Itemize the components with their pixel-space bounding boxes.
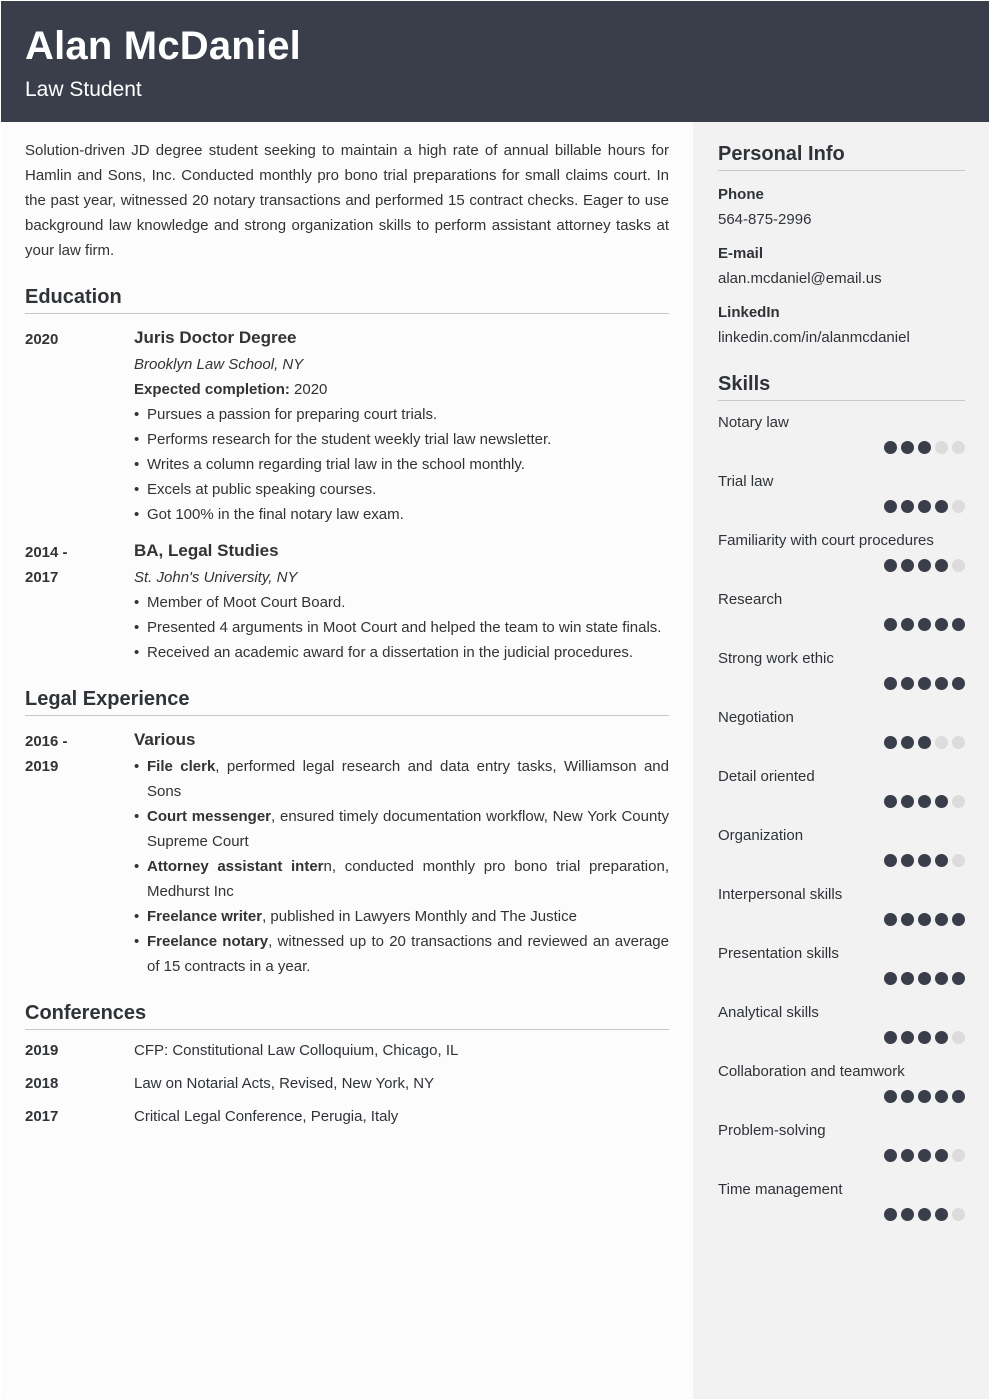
conference-text: CFP: Constitutional Law Colloquium, Chicago, IL <box>134 1042 459 1059</box>
entry-date: 2014 - 2017 <box>25 544 68 586</box>
list-item: • Pursues a passion for preparing court trials. <box>134 402 669 427</box>
rating-dot-filled <box>918 559 931 572</box>
rating-dot-filled <box>918 854 931 867</box>
skill-name: Organization <box>718 827 804 844</box>
rating-dot-filled <box>884 559 897 572</box>
rating-dot-empty <box>935 441 948 454</box>
skill-item <box>718 578 965 637</box>
conference-year: 2019 <box>25 1042 59 1059</box>
list-item: • Presented 4 arguments in Moot Court and helped the team to win state finals. <box>134 615 669 640</box>
skill-name: Research <box>718 591 783 608</box>
skill-item <box>718 1050 965 1109</box>
rating-dot-filled <box>884 1031 897 1044</box>
experience-heading: Various <box>134 730 196 749</box>
education-bullets <box>134 402 669 527</box>
rating-dot-filled <box>918 1208 931 1221</box>
rating-dot-filled <box>935 972 948 985</box>
rating-dot-filled <box>935 854 948 867</box>
skill-item <box>718 755 965 814</box>
rating-dot-filled <box>935 913 948 926</box>
rating-dot-filled <box>918 736 931 749</box>
personal-info-title: Personal Info <box>718 142 965 171</box>
rating-dot-filled <box>935 559 948 572</box>
skill-item <box>718 873 965 932</box>
rating-dot-filled <box>935 795 948 808</box>
conference-row <box>25 1038 669 1063</box>
list-item: • Attorney assistant intern, conducted monthly pro bono trial preparation, Medhurst Inc <box>134 854 669 904</box>
conferences-section <box>25 1001 669 1129</box>
skill-name: Notary law <box>718 414 789 431</box>
sidebar <box>693 122 989 1399</box>
education-section <box>25 285 669 665</box>
education-title: Education <box>25 285 669 314</box>
skill-rating <box>884 854 965 867</box>
rating-dot-empty <box>935 736 948 749</box>
skill-rating <box>884 972 965 985</box>
school-name: Brooklyn Law School, NY <box>134 356 304 373</box>
list-item: • Freelance notary, witnessed up to 20 transactions and reviewed an average of 15 contracts in a year. <box>134 929 669 979</box>
rating-dot-filled <box>901 441 914 454</box>
skill-rating <box>884 1090 965 1103</box>
rating-dot-filled <box>918 1031 931 1044</box>
rating-dot-filled <box>901 1090 914 1103</box>
degree-title: Juris Doctor Degree <box>134 328 297 347</box>
rating-dot-empty <box>952 441 965 454</box>
list-item: • Member of Moot Court Board. <box>134 590 669 615</box>
skill-item <box>718 696 965 755</box>
rating-dot-filled <box>935 500 948 513</box>
skill-name: Problem-solving <box>718 1122 826 1139</box>
conference-text: Law on Notarial Acts, Revised, New York, NY <box>134 1075 435 1092</box>
rating-dot-empty <box>952 1031 965 1044</box>
experience-title: Legal Experience <box>25 687 669 716</box>
rating-dot-filled <box>884 441 897 454</box>
rating-dot-filled <box>952 1090 965 1103</box>
skill-rating <box>884 677 965 690</box>
list-item: • Court messenger, ensured timely documentation workflow, New York County Supreme Court <box>134 804 669 854</box>
linkedin-value[interactable]: linkedin.com/in/alanmcdaniel <box>718 329 910 346</box>
skill-item <box>718 1168 965 1227</box>
skill-rating <box>884 795 965 808</box>
rating-dot-filled <box>884 913 897 926</box>
skill-rating <box>884 1149 965 1162</box>
rating-dot-filled <box>884 500 897 513</box>
list-item: • Performs research for the student weekly trial law newsletter. <box>134 427 669 452</box>
skill-rating <box>884 1031 965 1044</box>
rating-dot-filled <box>918 913 931 926</box>
conference-text: Critical Legal Conference, Perugia, Italy <box>134 1108 399 1125</box>
conference-year: 2018 <box>25 1075 59 1092</box>
degree-title: BA, Legal Studies <box>134 541 279 560</box>
rating-dot-filled <box>884 1149 897 1162</box>
skill-rating <box>884 618 965 631</box>
rating-dot-filled <box>901 618 914 631</box>
rating-dot-filled <box>884 972 897 985</box>
conferences-title: Conferences <box>25 1001 669 1030</box>
experience-entry <box>25 728 669 979</box>
skill-name: Familiarity with court procedures <box>718 532 934 549</box>
main-column <box>1 122 693 1399</box>
rating-dot-filled <box>901 854 914 867</box>
rating-dot-filled <box>901 913 914 926</box>
skill-item <box>718 1109 965 1168</box>
experience-section <box>25 687 669 979</box>
rating-dot-filled <box>918 1090 931 1103</box>
rating-dot-filled <box>918 795 931 808</box>
skill-item <box>718 519 965 578</box>
skill-name: Time management <box>718 1181 843 1198</box>
rating-dot-empty <box>952 795 965 808</box>
phone-value: 564-875-2996 <box>718 211 812 228</box>
rating-dot-filled <box>884 1090 897 1103</box>
list-item: • Got 100% in the final notary law exam. <box>134 502 669 527</box>
rating-dot-filled <box>935 1031 948 1044</box>
phone-label: Phone <box>718 186 764 203</box>
education-entry <box>25 326 669 527</box>
rating-dot-filled <box>918 618 931 631</box>
skill-name: Interpersonal skills <box>718 886 843 903</box>
rating-dot-filled <box>918 441 931 454</box>
rating-dot-filled <box>952 913 965 926</box>
skill-item <box>718 814 965 873</box>
skill-rating <box>884 736 965 749</box>
skill-item <box>718 991 965 1050</box>
rating-dot-filled <box>901 677 914 690</box>
rating-dot-filled <box>935 1208 948 1221</box>
skill-rating <box>884 913 965 926</box>
entry-date: 2020 <box>25 331 59 348</box>
skills-list <box>718 401 965 1227</box>
skill-item <box>718 932 965 991</box>
skill-name: Collaboration and teamwork <box>718 1063 905 1080</box>
experience-bullets <box>134 754 669 979</box>
list-item: • Excels at public speaking courses. <box>134 477 669 502</box>
entry-date: 2016 - 2019 <box>25 733 68 775</box>
email-value[interactable]: alan.mcdaniel@email.us <box>718 270 882 287</box>
expected-value: 2020 <box>289 381 328 398</box>
email-label: E-mail <box>718 245 764 262</box>
rating-dot-filled <box>918 677 931 690</box>
list-item: • Freelance writer, published in Lawyers Monthly and The Justice <box>134 904 669 929</box>
rating-dot-filled <box>901 559 914 572</box>
rating-dot-filled <box>884 795 897 808</box>
skill-name: Trial law <box>718 473 774 490</box>
rating-dot-filled <box>935 1090 948 1103</box>
candidate-role: Law Student <box>25 78 142 101</box>
list-item: • Writes a column regarding trial law in the school monthly. <box>134 452 669 477</box>
rating-dot-filled <box>952 677 965 690</box>
rating-dot-filled <box>901 1031 914 1044</box>
skill-name: Negotiation <box>718 709 794 726</box>
rating-dot-filled <box>918 1149 931 1162</box>
rating-dot-filled <box>935 677 948 690</box>
skill-rating <box>884 559 965 572</box>
rating-dot-filled <box>952 618 965 631</box>
rating-dot-filled <box>901 972 914 985</box>
conference-row <box>25 1071 669 1096</box>
rating-dot-empty <box>952 1208 965 1221</box>
list-item: • File clerk, performed legal research and data entry tasks, Williamson and Sons <box>134 754 669 804</box>
list-item: • Received an academic award for a dissertation in the judicial procedures. <box>134 640 669 665</box>
rating-dot-empty <box>952 854 965 867</box>
rating-dot-filled <box>884 677 897 690</box>
skill-item <box>718 637 965 696</box>
rating-dot-filled <box>901 795 914 808</box>
expected-completion <box>134 377 669 402</box>
rating-dot-filled <box>884 854 897 867</box>
rating-dot-filled <box>952 972 965 985</box>
expected-label: Expected completion: <box>134 381 290 398</box>
skills-title: Skills <box>718 372 965 401</box>
rating-dot-filled <box>901 500 914 513</box>
rating-dot-filled <box>884 618 897 631</box>
candidate-name: Alan McDaniel <box>25 24 301 68</box>
rating-dot-filled <box>935 1149 948 1162</box>
school-name: St. John's University, NY <box>134 569 298 586</box>
rating-dot-filled <box>935 618 948 631</box>
skill-rating <box>884 500 965 513</box>
education-entry <box>25 539 669 665</box>
rating-dot-filled <box>918 500 931 513</box>
education-bullets <box>134 590 669 665</box>
skill-name: Strong work ethic <box>718 650 834 667</box>
rating-dot-empty <box>952 1149 965 1162</box>
skill-name: Detail oriented <box>718 768 815 785</box>
skill-name: Analytical skills <box>718 1004 819 1021</box>
rating-dot-empty <box>952 559 965 572</box>
rating-dot-filled <box>884 736 897 749</box>
linkedin-label: LinkedIn <box>718 304 780 321</box>
conference-row <box>25 1104 669 1129</box>
skill-rating <box>884 441 965 454</box>
skill-rating <box>884 1208 965 1221</box>
rating-dot-empty <box>952 736 965 749</box>
rating-dot-empty <box>952 500 965 513</box>
summary-text: Solution-driven JD degree student seeking to maintain a high rate of annual billable hours for Hamlin and Sons, Inc. Conducted monthly pro bono trial preparations for small claims court. In the past year, witnessed 20 notary transactions and performed 15 contract checks. Eager to use background law knowledge and strong organization skills to perform assistant attorney tasks at your law firm. <box>25 142 669 259</box>
rating-dot-filled <box>884 1208 897 1221</box>
skill-item <box>718 460 965 519</box>
skill-item <box>718 401 965 460</box>
rating-dot-filled <box>901 1149 914 1162</box>
rating-dot-filled <box>901 736 914 749</box>
resume-header <box>1 1 989 122</box>
rating-dot-filled <box>918 972 931 985</box>
rating-dot-filled <box>901 1208 914 1221</box>
skill-name: Presentation skills <box>718 945 839 962</box>
conference-year: 2017 <box>25 1108 59 1125</box>
